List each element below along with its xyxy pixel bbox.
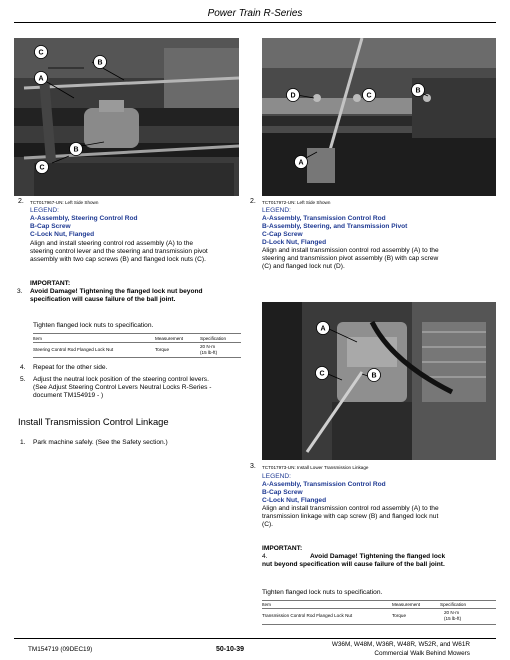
figure3-caption [250,463,369,470]
important-label: IMPORTANT: [262,545,303,552]
photo-steering-control-rod [14,38,239,196]
callout-c-label: C [319,370,325,378]
step-4-number: 4. [20,364,26,371]
callout-b-label: B [415,87,421,95]
callout-a-label: A [320,325,326,333]
legend-item: D-Lock Nut, Flanged [262,239,327,246]
section-title-install-transmission-control-linkage: Install Transmission Control Linkage [18,416,169,427]
step-4-text: Repeat for the other side. [33,364,108,371]
figure3-paragraph: Align and install transmission control rod assembly (A) to the transmission linkage with cap screw (B) and flanged lock nut (C). [262,505,439,529]
photo-lower-transmission-linkage [262,302,496,460]
figure1-step-number: 2. [18,198,24,205]
callout-d-label: D [290,92,296,100]
figure2-caption [250,198,331,205]
callout-b-label: B [73,146,79,154]
legend-item: C-Lock Nut, Flanged [30,231,95,238]
footer-page-number: 50-10-39 [216,646,245,653]
legend-item: B-Assembly, Steering, and Transmission Pivot [262,223,408,230]
step-1-number: 1. [20,439,26,446]
spec-table-bottom-rule [33,357,241,358]
callout-a-label: A [298,159,304,167]
legend-item: B-Cap Screw [262,489,303,496]
spec-row-item: Steering Control Rod Flanged Lock Nut [33,347,114,352]
step-1-text: Park machine safely. (See the Safety section.) [33,439,168,446]
spec-table-mid-rule [262,608,496,609]
callout-b-label: B [371,372,377,380]
step-5-text: Adjust the neutral lock position of the steering control levers. (See Adjust Steering Control Levers Neutral Locks R-Series - document TM154919 - ) [33,376,212,400]
step-3-number: 3. [17,288,23,295]
figure2-step-number: 2. [250,198,256,205]
footer-rule [14,638,496,639]
spec-title: Tighten flanged lock nuts to specification. [262,589,383,596]
legend-item: A-Assembly, Transmission Control Rod [262,215,386,222]
spec-row-measurement: Torque [392,613,407,618]
figure1-caption [18,198,99,205]
legend-item: B-Cap Screw [30,223,71,230]
legend-heading: LEGEND: [262,473,291,480]
spec-table-top-rule [33,333,241,334]
spec-header-item: Item [262,602,271,607]
spec-header-item: Item [33,336,42,341]
figure1-caption-text: TCT017967-UN: Left Side Shown [30,200,99,205]
step-4-number: 4. [262,553,268,560]
spec-row-item: Transmission Control Rod Flanged Lock Nut [262,613,353,618]
footer-models: W36M, W48M, W36R, W48R, W52R, and W61R [331,641,470,648]
spec-header-specification: Specification [440,602,467,607]
figure1-legend [30,207,138,239]
spec-row-measurement: Torque [155,347,170,352]
spec-table-bottom-rule [262,624,496,625]
spec-table-mid-rule [33,342,241,343]
footer-doc-id: TM154719 (09DEC19) [28,646,93,653]
spec-row-value: 20 N·m (15 lb-ft) [200,344,218,355]
figure2-caption-text: TCT017972-UN: Left Side Shown [262,200,331,205]
header-rule [14,22,496,23]
figure2-legend [262,207,407,247]
step-3-warning: Avoid Damage! Tightening the flanged lock nut beyond specification will cause failure of the ball joint. [30,288,203,303]
spec-title: Tighten flanged lock nuts to specification. [33,322,154,329]
callout-a-label: A [38,75,44,83]
callout-b-label: B [97,59,103,67]
spec-header-measurement: Measurement [392,602,421,607]
legend-item: C-Cap Screw [262,231,303,238]
important-label: IMPORTANT: [30,280,71,287]
figure3-legend [262,473,386,505]
spec-header-specification: Specification [200,336,227,341]
spec-row-value: 20 N·m (15 lb-ft) [444,610,462,621]
spec-table-top-rule [262,600,496,601]
legend-item: A-Assembly, Transmission Control Rod [262,481,386,488]
legend-heading: LEGEND: [30,207,59,214]
callout-c-label: C [38,49,44,57]
footer-subtitle: Commercial Walk Behind Mowers [374,650,470,657]
step-5-number: 5. [20,376,26,383]
legend-item: C-Lock Nut, Flanged [262,497,327,504]
figure3-step-number: 3. [250,463,256,470]
legend-heading: LEGEND: [262,207,291,214]
callout-c-label: C [39,164,45,172]
callout-c-label: C [366,92,372,100]
step-4-warning: Avoid Damage! Tightening the flanged lock nut beyond specification will cause failure of the ball joint. [262,553,446,568]
page-header-title: Power Train R-Series [207,8,303,19]
legend-item: A-Assembly, Steering Control Rod [30,215,138,222]
figure2-paragraph: Align and install transmission control rod assembly (A) to the steering and transmission pivot assembly (B) with cap screw (C) and flanged lock nut (D). [262,247,439,271]
figure1-paragraph: Align and install steering control rod assembly (A) to the steering control lever and the steering and transmission pivot assembly with two cap screws (B) and flanged lock nuts (C). [30,240,208,264]
photo-transmission-control-rod [262,38,496,196]
spec-header-measurement: Measurement [155,336,184,341]
figure3-caption-text: TCT017973-UN: Install Lower Transmission Linkage [262,465,369,470]
